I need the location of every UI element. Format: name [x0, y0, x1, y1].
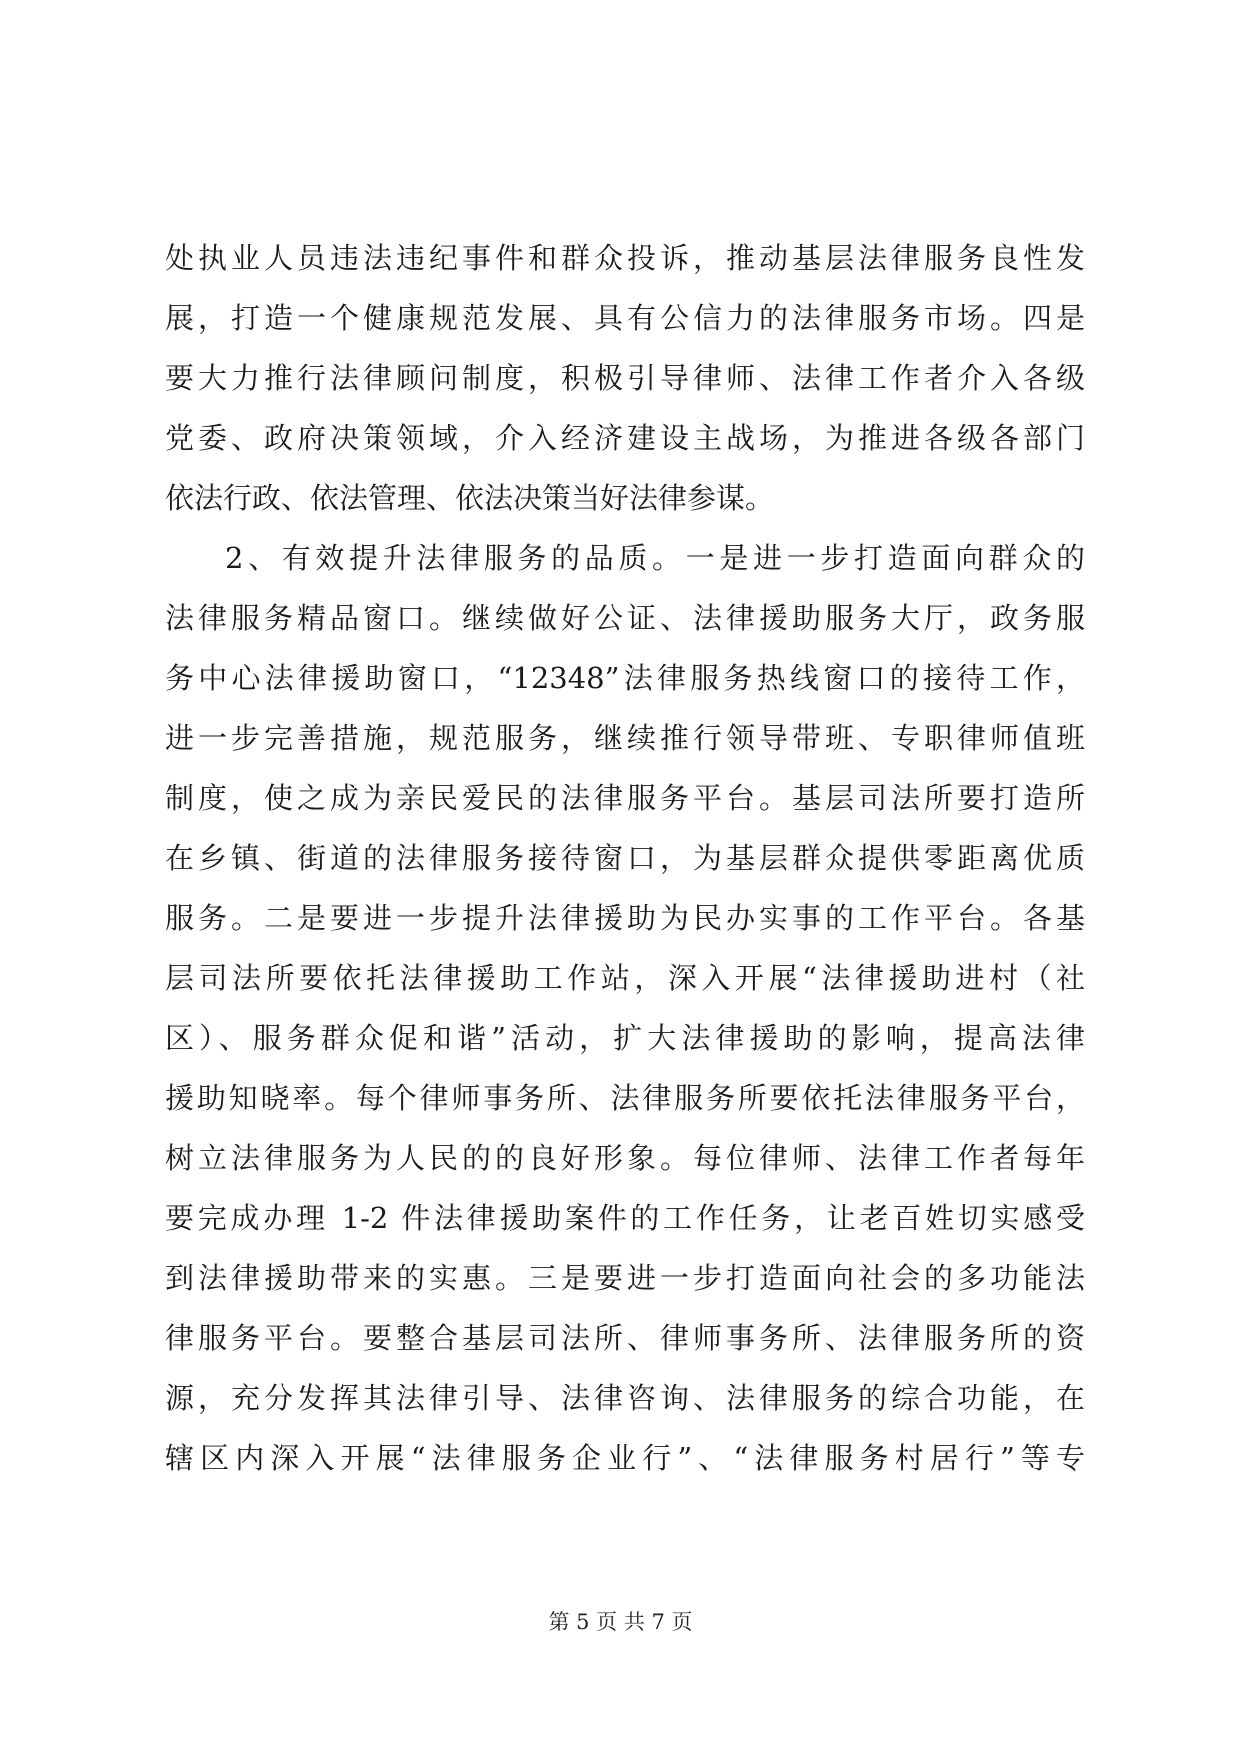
text-line: 要大力推行法律顾问制度，积极引导律师、法律工作者介入各级 [165, 361, 1085, 395]
text-line: 处执业人员违法违纪事件和群众投诉，推动基层法律服务良性发 [165, 241, 1085, 275]
text-line: 律服务平台。要整合基层司法所、律师事务所、法律服务所的资 [165, 1321, 1085, 1355]
text-line: 援助知晓率。每个律师事务所、法律服务所要依托法律服务平台， [165, 1081, 1085, 1115]
text-line: 层司法所要依托法律援助工作站，深入开展“法律援助进村（社 [165, 961, 1085, 995]
text-line: 源，充分发挥其法律引导、法律咨询、法律服务的综合功能，在 [165, 1381, 1085, 1415]
page-footer [0, 1607, 1241, 1637]
text-line: 党委、政府决策领域，介入经济建设主战场，为推进各级各部门 [165, 421, 1085, 455]
text-line: 到法律援助带来的实惠。三是要进一步打造面向社会的多功能法 [165, 1261, 1085, 1295]
text-line: 进一步完善措施，规范服务，继续推行领导带班、专职律师值班 [165, 721, 1085, 755]
text-line: 区）、服务群众促和谐”活动，扩大法律援助的影响，提高法律 [165, 1021, 1085, 1055]
text-line: 制度，使之成为亲民爱民的法律服务平台。基层司法所要打造所 [165, 781, 1085, 815]
body-text [165, 228, 1085, 1488]
text-line: 务中心法律援助窗口，“12348”法律服务热线窗口的接待工作， [165, 661, 1085, 695]
text-line: 辖区内深入开展“法律服务企业行”、“法律服务村居行”等专 [165, 1441, 1085, 1475]
text-line: 2、有效提升法律服务的品质。一是进一步打造面向群众的 [225, 541, 1085, 575]
text-line: 法律服务精品窗口。继续做好公证、法律援助服务大厅，政务服 [165, 601, 1085, 635]
text-line: 依法行政、依法管理、依法决策当好法律参谋。 [165, 481, 775, 515]
text-line: 展，打造一个健康规范发展、具有公信力的法律服务市场。四是 [165, 301, 1085, 335]
text-line: 要完成办理 1-2 件法律援助案件的工作任务，让老百姓切实感受 [165, 1201, 1085, 1235]
text-line: 服务。二是要进一步提升法律援助为民办实事的工作平台。各基 [165, 901, 1085, 935]
text-line: 树立法律服务为人民的的良好形象。每位律师、法律工作者每年 [165, 1141, 1085, 1175]
page-number: 第 5 页 共 7 页 [548, 1610, 693, 1634]
text-line: 在乡镇、街道的法律服务接待窗口，为基层群众提供零距离优质 [165, 841, 1085, 875]
